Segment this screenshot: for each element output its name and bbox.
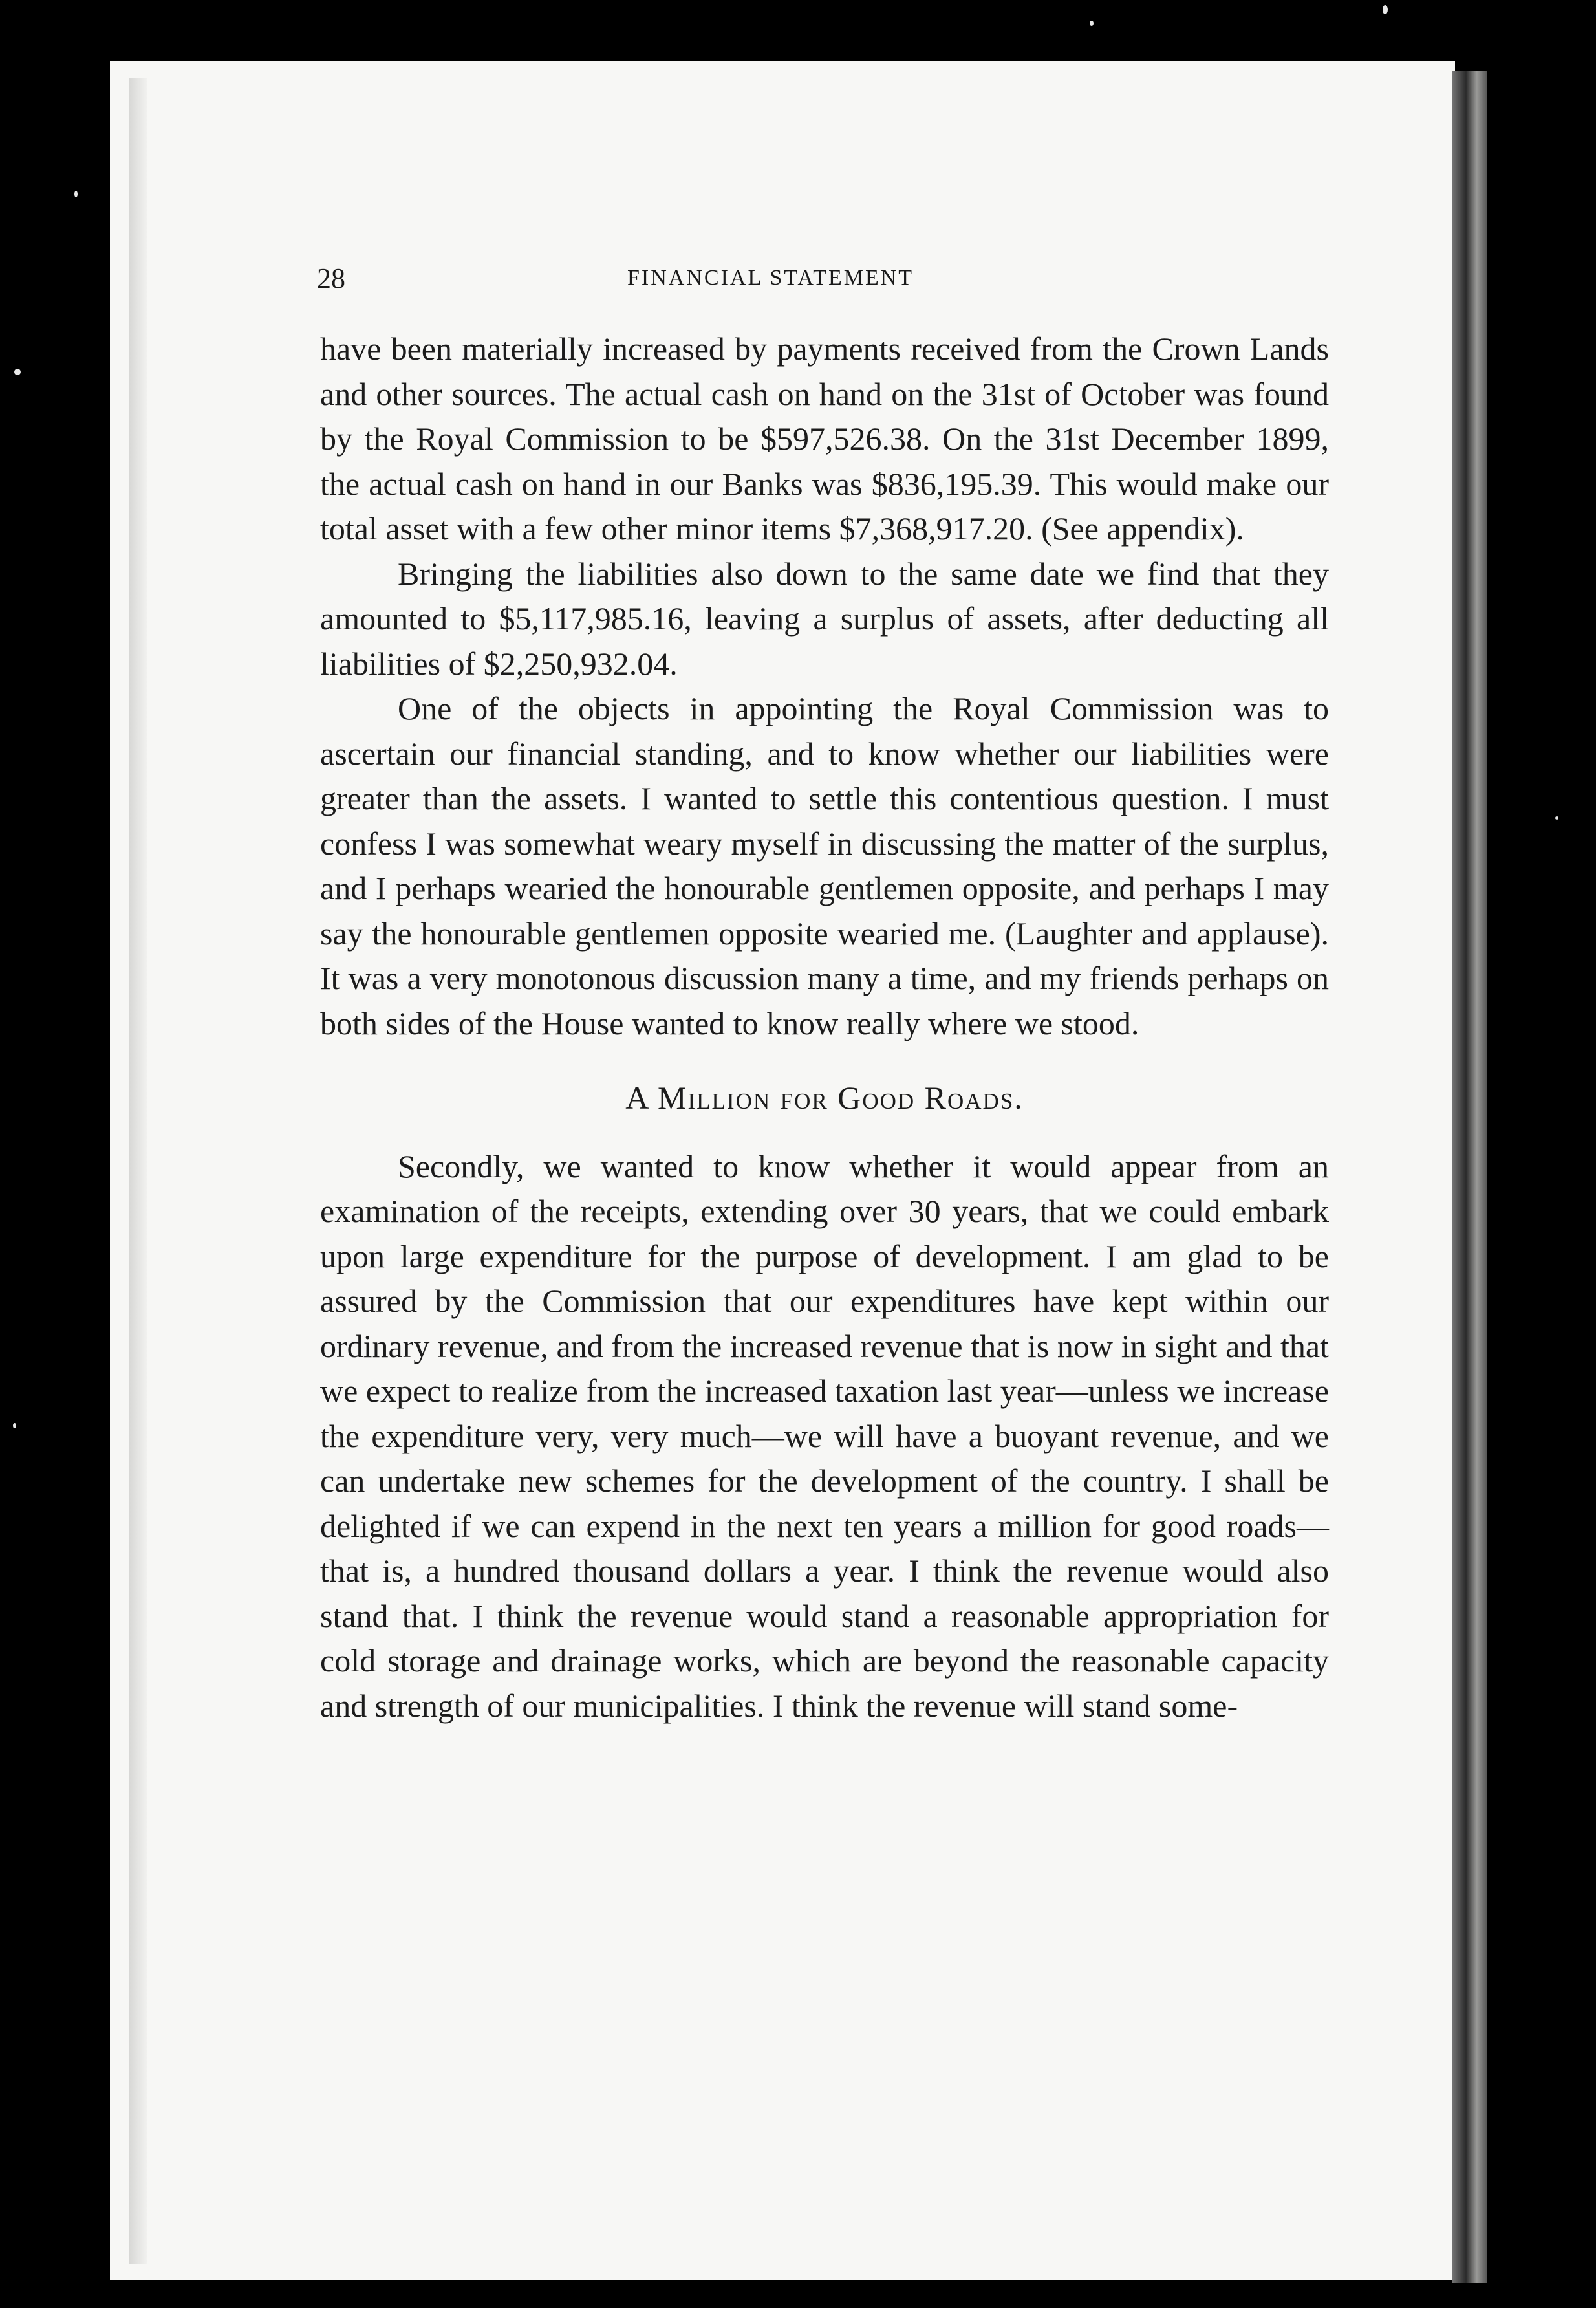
running-head: FINANCIAL STATEMENT <box>627 266 914 290</box>
scan-speck <box>1090 21 1094 26</box>
body-text <box>320 327 1329 1728</box>
section-heading: A Million for Good Roads. <box>625 1080 1024 1116</box>
page-gutter-shadow <box>129 78 147 2264</box>
scan-speck <box>14 369 21 375</box>
page-header <box>317 262 1326 301</box>
scan-speck <box>13 1423 16 1428</box>
paragraph: have been materially increased by payments received from the Crown Lands and other sources. The actual cash on hand on the 31st of October was found by the Royal Commission to be $597,526.38. On the 31st December 1899, the actual cash on hand in our Banks was $836,195.39. This would make our total asset with a few other minor items $7,368,917.20. (See appendix). <box>320 331 1329 547</box>
scan-speck <box>1555 816 1558 820</box>
paragraph: Secondly, we wanted to know whether it would appear from an examination of the receipts, extending over 30 years, that we could embark upon large expenditure for the purpose of development. I am glad to be assured by the Commission that our expenditures have kept within our ordinary revenue, and from the increased revenue that is now in sight and that we expect to realize from the increased taxation last year—unless we increase the expenditure very, very much—we will have a buoyant revenue, and we can undertake new schemes for the development of the country. I shall be delighted if we can expend in the next ten years a million for good roads—that is, a hundred thousand dollars a year. I think the revenue would also stand that. I think the revenue would stand a reasonable appropriation for cold storage and drainage works, which are beyond the reasonable capacity and strength of our municipalities. I think the revenue will stand some- <box>320 1148 1329 1724</box>
paragraph: Bringing the liabilities also down to the same date we find that they amounted to $5,117,985.16, leaving a surplus of assets, after deducting all liabilities of $2,250,932.04. <box>320 555 1329 682</box>
page-number: 28 <box>317 263 345 294</box>
paragraph: One of the objects in appointing the Royal Commission was to ascertain our financial standing, and to know whether our liabilities were greater than the assets. I wanted to settle this contentious question. I must confess I was somewhat weary myself in discussing the matter of the surplus, and I perhaps wearied the honourable gentlemen opposite, and perhaps I may say the honourable gentlemen opposite wearied me. (Laughter and applause). It was a very monotonous discussion many a time, and my friends perhaps on both sides of the House wanted to know really where we stood. <box>320 690 1329 1041</box>
page-edge-shadow <box>1452 71 1487 2283</box>
scan-speck <box>74 191 78 197</box>
scan-speck <box>1383 5 1388 14</box>
